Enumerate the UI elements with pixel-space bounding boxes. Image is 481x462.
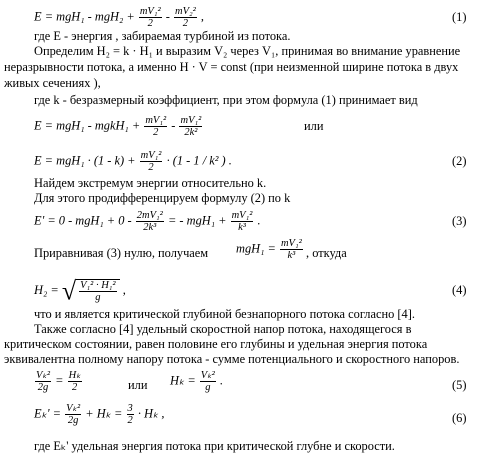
- equation-5: $\frac{\text{Vₖ²}}{2g}$ = $\frac{\text{Hₖ}}{2}$: [36, 370, 81, 393]
- paragraph-1-line-2: Определим H₂ = k · H₁ и выразим V₂ через V₁, принимая во внимание уравнение: [34, 44, 461, 58]
- eq6-fraction-2: $\frac{3}{2}$: [127, 403, 133, 426]
- or-label-1: или: [304, 119, 324, 133]
- inline-equation-3: mgH₁ = $\frac{\text{mV₁²}}{\text{k³}}$: [236, 238, 302, 261]
- eq1-fraction-1: $\frac{\text{mV₁²}}{2}$: [139, 6, 161, 29]
- equation-number-1: (1): [452, 10, 467, 24]
- paragraph-4-line-4: эквивалентна полному напору потока - сумме потенциального и скоростного напоров.: [4, 352, 460, 366]
- paragraph-2-line-2: Для этого продифференцируем формулу (2) по k: [34, 191, 291, 205]
- inline-eq-fraction: $\frac{\text{mV₁²}}{\text{k³}}$: [280, 238, 302, 261]
- paragraph-5: где Eₖ' удельная энергия потока при критической глубне и скорости.: [34, 439, 395, 453]
- paragraph-3-tail: , откуда: [306, 246, 347, 260]
- eq1-fraction-2: $\frac{\text{mV₂²}}{2}$: [175, 6, 196, 29]
- paragraph-1-line-4: живых сечениях ),: [4, 76, 101, 90]
- equation-5-rhs: Hₖ = $\frac{\text{Vₖ²}}{g}$ .: [170, 370, 224, 393]
- eq2a-fraction-2: $\frac{\text{mV₁²}}{\text{2k²}}$: [180, 115, 202, 138]
- equation-2a: E = mgH₁ - mgkH₁ + $\frac{\text{mV₁²}}{2}$ - $\frac{\text{mV₁²}}{\text{2k²}}$: [34, 115, 202, 138]
- eq1-lhs: E: [34, 9, 42, 24]
- or-label-2: или: [128, 378, 148, 392]
- equation-4: H₂ = √ $\frac{\text{V₁² · H₁²}}{g}$ ,: [34, 276, 126, 306]
- eq6-fraction-1: $\frac{\text{Vₖ²}}{2g}$: [66, 403, 81, 426]
- eq5-fraction-2: $\frac{\text{Hₖ}}{2}$: [68, 370, 81, 393]
- eq5-fraction-1: $\frac{\text{Vₖ²}}{2g}$: [36, 370, 51, 393]
- equation-number-5: (5): [452, 378, 467, 392]
- paragraph-4-line-3: критическом состоянии, равен половине его глубины и удельная энергия потока: [4, 337, 428, 351]
- equation-3: E' = 0 - mgH₁ + 0 - $\frac{\text{2mV₁²}}{\text{2k³}}$ = - mgH₁ + $\frac{\text{mV₁²}}{\text{k³}}$ .: [34, 210, 261, 233]
- sqrt-icon: √ $\frac{\text{V₁² · H₁²}}{g}$: [62, 279, 120, 303]
- eq3-fraction-2: $\frac{\text{mV₁²}}{\text{k³}}$: [231, 210, 253, 233]
- eq2a-fraction-1: $\frac{\text{mV₁²}}{2}$: [145, 115, 167, 138]
- equation-number-4: (4): [452, 283, 467, 297]
- equation-6: Eₖ' = $\frac{\text{Vₖ²}}{2g}$ + Hₖ = $\frac{3}{2}$ · Hₖ ,: [34, 403, 165, 426]
- paragraph-3: Приравнивая (3) нулю, получаем: [34, 246, 209, 260]
- paragraph-2-line-1: Найдем экстремум энергии относительно k.: [34, 176, 267, 190]
- eq4-fraction: $\frac{\text{V₁² · H₁²}}{g}$: [80, 280, 116, 303]
- equation-number-2: (2): [452, 154, 467, 168]
- eq5-fraction-3: $\frac{\text{Vₖ²}}{g}$: [200, 370, 215, 393]
- paragraph-4-line-1: что и является критической глубиной безнапорного потока согласно [4].: [34, 307, 415, 321]
- equation-number-6: (6): [452, 411, 467, 425]
- paragraph-1-line-1: где E - энергия , забираемая турбиной из потока.: [34, 29, 291, 43]
- eq2b-fraction: $\frac{\text{mV₁²}}{2}$: [140, 150, 162, 173]
- equation-1: E = mgH₁ - mgH₂ + $\frac{\text{mV₁²}}{2}$ - $\frac{\text{mV₂²}}{2}$ ,: [34, 6, 205, 29]
- eq1-rhs: = mgH₁ - mgH₂ +: [44, 9, 135, 24]
- equation-2b: E = mgH₁ · (1 - k) + $\frac{\text{mV₁²}}{2}$ · (1 - 1 / k² ) .: [34, 150, 232, 173]
- paragraph-1-line-3: неразрывности потока, а именно H · V = const (при неизменной ширине потока в двух: [4, 60, 459, 74]
- equation-number-3: (3): [452, 214, 467, 228]
- paragraph-4-line-2: Также согласно [4] удельный скоростной напор потока, находящегося в: [34, 322, 412, 336]
- paragraph-1-line-5: где k - безразмерный коэффициент, при этом формула (1) принимает вид: [34, 93, 418, 107]
- eq3-fraction-1: $\frac{\text{2mV₁²}}{\text{2k³}}$: [136, 210, 163, 233]
